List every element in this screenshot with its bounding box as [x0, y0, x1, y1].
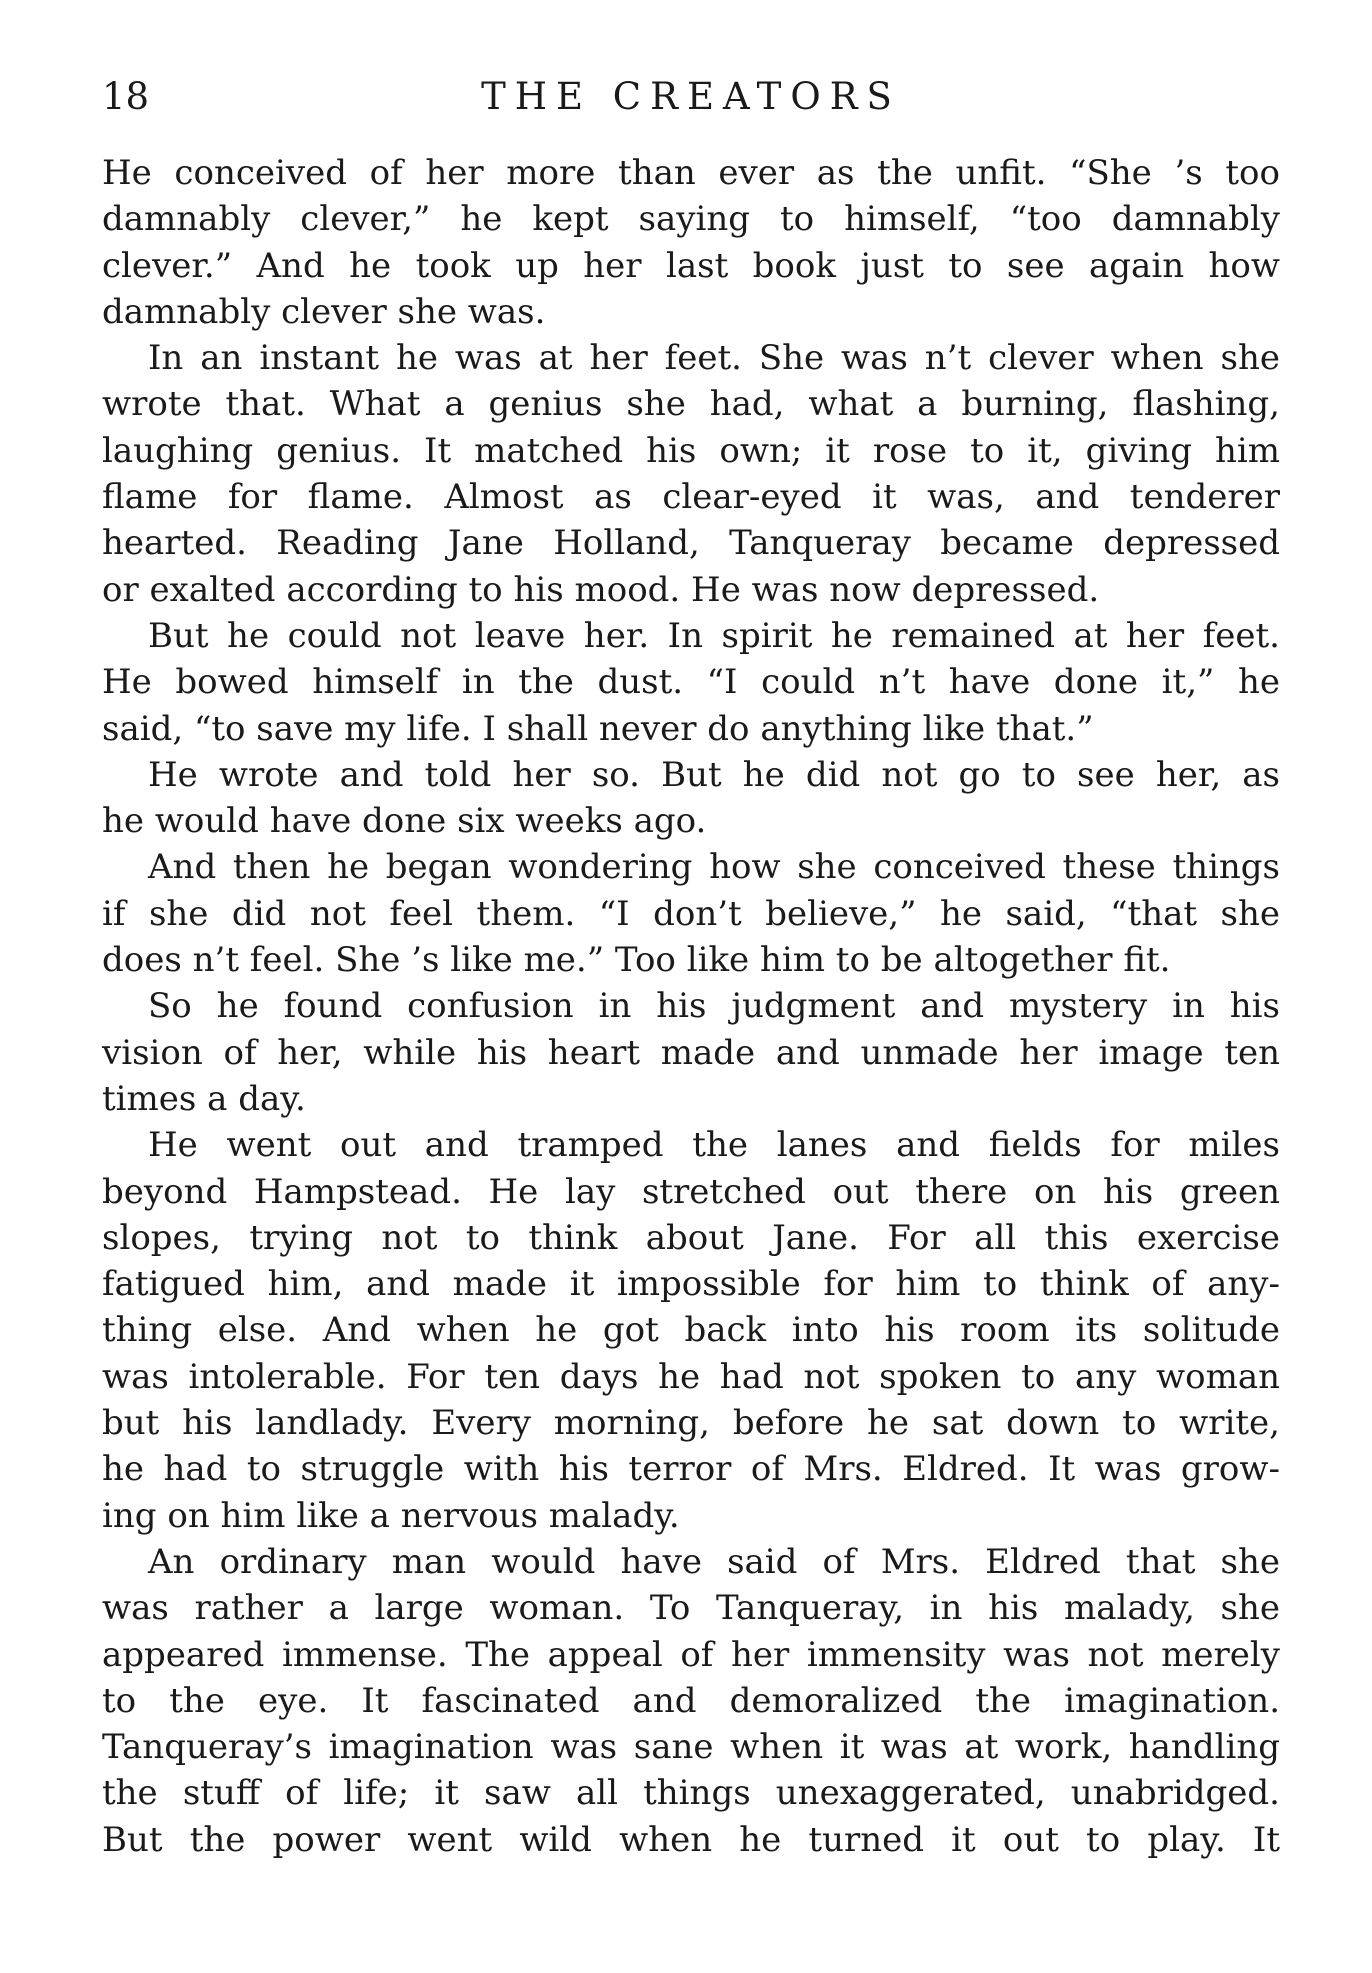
- paragraph: [102, 752, 1280, 845]
- page-number: 18: [102, 75, 150, 118]
- paragraph: [102, 844, 1280, 983]
- text-line: said, “to save my life. I shall never do anything like that.”: [102, 708, 1094, 749]
- text-line: laughing genius. It matched his own; it rose to it, giving him: [102, 430, 1280, 471]
- text-line: vision of her, while his heart made and unmade her image ten: [102, 1032, 1280, 1073]
- text-line: beyond Hampstead. He lay stretched out there on his green: [102, 1171, 1280, 1212]
- text-line: does n’t feel. She ’s like me.” Too like him to be altogether fit.: [102, 940, 1171, 981]
- text-line: he would have done six weeks ago.: [102, 801, 707, 842]
- text-line: In an instant he was at her feet. She was n’t clever when she: [148, 338, 1280, 379]
- text-line: wrote that. What a genius she had, what a burning, flashing,: [102, 384, 1280, 425]
- text-line: if she did not feel them. “I don’t believe,” he said, “that she: [102, 893, 1280, 934]
- text-line: damnably clever she was.: [102, 291, 546, 332]
- text-line: times a day.: [102, 1078, 306, 1119]
- text-line: So he found confusion in his judgment and mystery in his: [148, 986, 1280, 1027]
- text-line: to the eye. It fascinated and demoralized the imagination.: [102, 1680, 1280, 1721]
- text-line: ing on him like a nervous malady.: [102, 1495, 680, 1536]
- text-line: or exalted according to his mood. He was now depressed.: [102, 569, 1100, 610]
- text-line: hearted. Reading Jane Holland, Tanqueray became depressed: [102, 523, 1280, 564]
- text-line: He conceived of her more than ever as the unfit. “She ’s too: [102, 153, 1280, 193]
- text-line: But the power went wild when he turned it out to play. It: [102, 1819, 1280, 1860]
- text-line: slopes, trying not to think about Jane. For all this exercise: [102, 1217, 1280, 1258]
- text-line: He wrote and told her so. But he did not go to see her, as: [148, 754, 1280, 795]
- text-line: thing else. And when he got back into his room its solitude: [102, 1310, 1280, 1351]
- page-header: [102, 72, 1280, 122]
- paragraph: [102, 1539, 1280, 1863]
- text-line: But he could not leave her. In spirit he remained at her feet.: [148, 615, 1280, 656]
- running-title: THE CREATORS: [481, 75, 901, 118]
- text-line: was rather a large woman. To Tanqueray, in his malady, she: [102, 1588, 1280, 1629]
- text-line: he had to struggle with his terror of Mrs. Eldred. It was grow-: [102, 1449, 1280, 1490]
- text-line: Tanqueray’s imagination was sane when it was at work, handling: [102, 1727, 1280, 1768]
- text-line: flame for flame. Almost as clear-eyed it was, and tenderer: [102, 477, 1280, 518]
- text-line: but his landlady. Every morning, before he sat down to write,: [102, 1403, 1280, 1444]
- text-line: He went out and tramped the lanes and fields for miles: [148, 1125, 1280, 1166]
- text-line: damnably clever,” he kept saying to himself, “too damnably: [102, 199, 1280, 240]
- text-line: fatigued him, and made it impossible for him to think of any-: [102, 1264, 1280, 1305]
- paragraph: [102, 335, 1280, 613]
- text-line: He bowed himself in the dust. “I could n’t have done it,” he: [102, 662, 1280, 703]
- text-line: the stuff of life; it saw all things unexaggerated, unabridged.: [102, 1773, 1280, 1814]
- text-line: appeared immense. The appeal of her immensity was not merely: [102, 1634, 1280, 1675]
- text-line: And then he began wondering how she conceived these things: [148, 847, 1280, 888]
- text-line: An ordinary man would have said of Mrs. Eldred that she: [148, 1541, 1280, 1582]
- text-line: clever.” And he took up her last book just to see again how: [102, 245, 1280, 286]
- paragraph: [102, 613, 1280, 752]
- paragraph: [102, 983, 1280, 1122]
- body-text: [102, 150, 1280, 1863]
- paragraph: [102, 150, 1280, 335]
- paragraph: [102, 1122, 1280, 1539]
- text-line: was intolerable. For ten days he had not spoken to any woman: [102, 1356, 1280, 1397]
